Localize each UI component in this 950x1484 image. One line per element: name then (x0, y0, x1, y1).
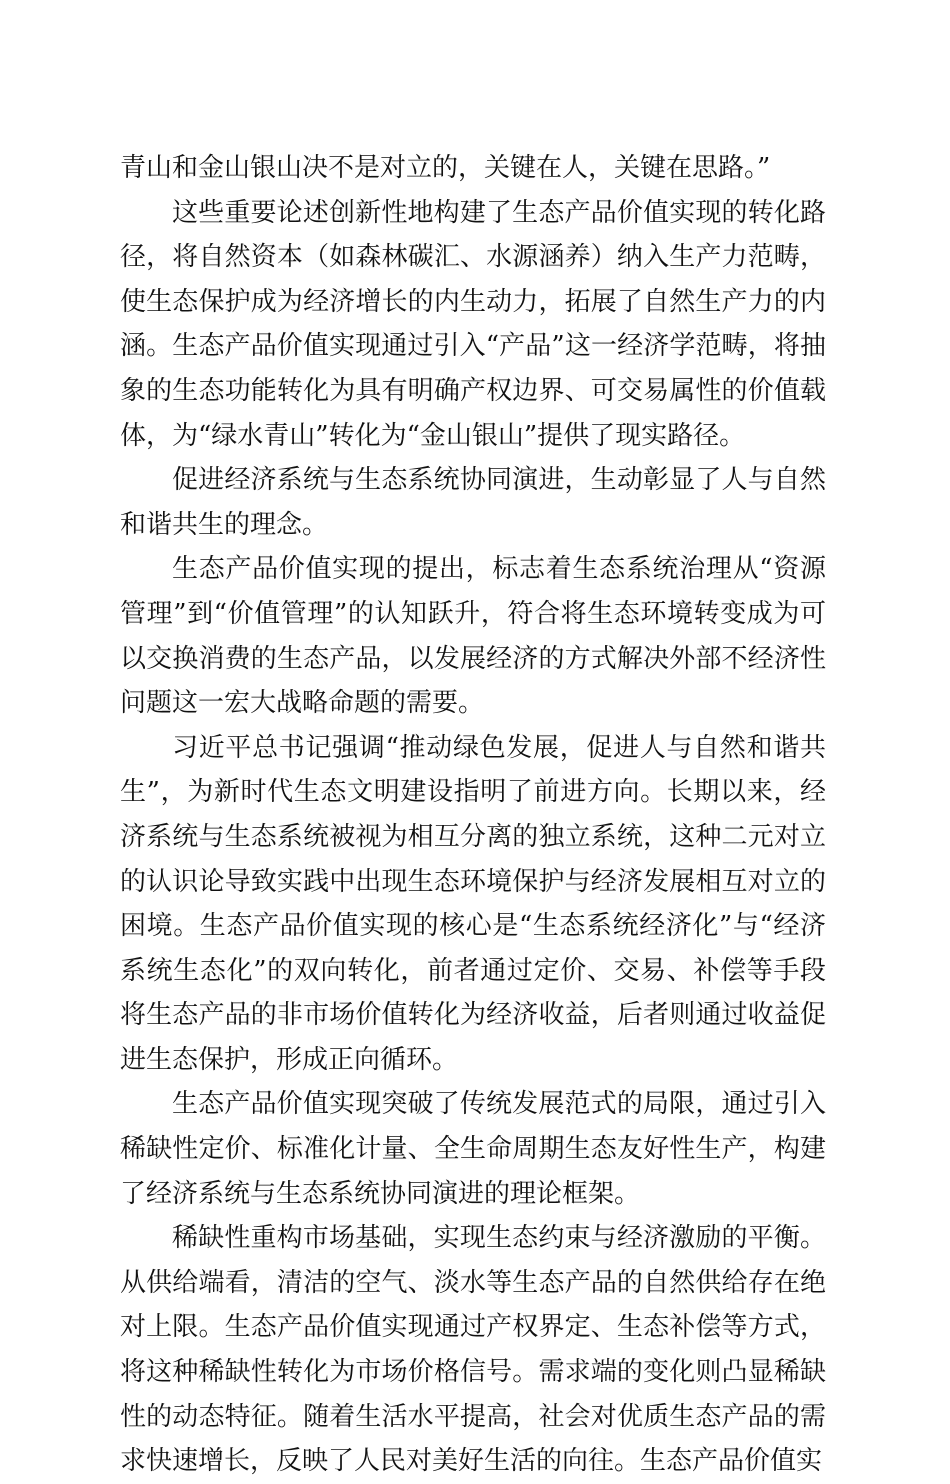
paragraph: 稀缺性重构市场基础，实现生态约束与经济激励的平衡。从供给端看，清洁的空气、淡水等生态产品的自然供给存在绝对上限。生态产品价值实现通过产权界定、生态补偿等方式，将这种稀缺性转化为市场价格信号。需求端的变化则凸显稀缺性的动态特征。随着生活水平提高，社会对优质生态产品的需求快速增长，反映了人民对美好生活的向往。生态产品价值实 (120, 1223, 826, 1477)
paragraph: 习近平总书记强调“推动绿色发展，促进人与自然和谐共生”，为新时代生态文明建设指明了前进方向。长期以来，经济系统与生态系统被视为相互分离的独立系统，这种二元对立的认识论导致实践中出现生态环境保护与经济发展相互对立的困境。生态产品价值实现的核心是“生态系统经济化”与“经济系统生态化”的双向转化，前者通过定价、交易、补偿等手段将生态产品的非市场价值转化为经济收益，后者则通过收益促进生态保护，形成正向循环。 (120, 732, 826, 1075)
paragraph: 这些重要论述创新性地构建了生态产品价值实现的转化路径，将自然资本（如森林碳汇、水源涵养）纳入生产力范畴，使生态保护成为经济增长的内生动力，拓展了自然生产力的内涵。生态产品价值实现通过引入“产品”这一经济学范畴，将抽象的生态功能转化为具有明确产权边界、可交易属性的价值载体，为“绿水青山”转化为“金山银山”提供了现实路径。 (120, 197, 826, 451)
paragraph-continued: 青山和金山银山决不是对立的，关键在人，关键在思路。” (120, 153, 771, 183)
article-body (120, 146, 826, 1484)
paragraph: 生态产品价值实现的提出，标志着生态系统治理从“资源管理”到“价值管理”的认知跃升，符合将生态环境转变成为可以交换消费的生态产品，以发展经济的方式解决外部不经济性问题这一宏大战略命题的需要。 (120, 554, 826, 719)
paragraph: 生态产品价值实现突破了传统发展范式的局限，通过引入稀缺性定价、标准化计量、全生命周期生态友好性生产，构建了经济系统与生态系统协同演进的理论框架。 (120, 1089, 826, 1209)
paragraph: 促进经济系统与生态系统协同演进，生动彰显了人与自然和谐共生的理念。 (120, 465, 826, 540)
